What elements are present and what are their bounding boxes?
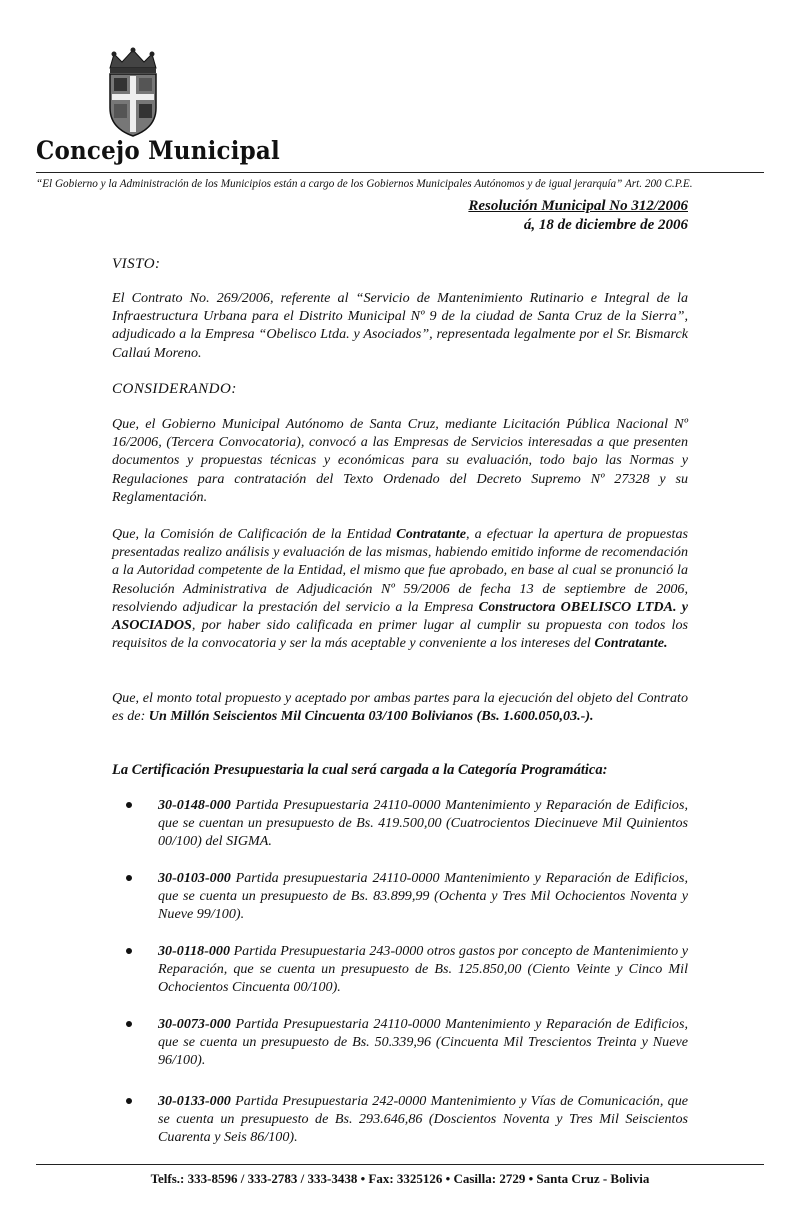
considerando-label: CONSIDERANDO: bbox=[112, 381, 237, 397]
considerando-paragraph-3 bbox=[112, 689, 688, 725]
bullet-icon bbox=[126, 1021, 132, 1027]
p2-text-b: Contratante bbox=[396, 526, 467, 542]
p2-text-c: , a efectuar la apertura de propuestas presentadas realizo análisis y evaluación de las mismas, habiendo emitido informe de recomendación a la Autoridad competente de la Entidad, el mismo que fue aprobado, en base al cual se pronunció la Resolución Administrativa de Adjudicación Nº 59/2006 de fecha 13 de septiembre de 2006, resolviendo adjudicar la prestación del servicio a la Empresa bbox=[112, 526, 688, 615]
municipal-crest-icon bbox=[104, 46, 162, 138]
item-description: Partida Presupuestaria 242-0000 Mantenimiento y Vías de Comunicación, que se cuenta un presupuesto de Bs. 293.646,86 (Doscientos Noventa y Tres Mil Seiscientos Cuarenta y Seis 86/100). bbox=[158, 1093, 688, 1146]
p2-text-a: Que, la Comisión de Calificación de la Entidad bbox=[112, 526, 397, 542]
footer-divider bbox=[36, 1164, 764, 1165]
item-description: Partida Presupuestaria 243-0000 otros gastos por concepto de Mantenimiento y Reparación, que se cuenta un presupuesto de Bs. 125.850,00 (Ciento Veinte y Cinco Mil Ochocientos Cincuenta 00/100). bbox=[158, 943, 688, 996]
p2-text-f: Contratante. bbox=[594, 635, 668, 652]
bullet-icon bbox=[126, 802, 132, 808]
header-divider bbox=[36, 172, 764, 173]
visto-paragraph: El Contrato No. 269/2006, referente al “Servicio de Mantenimiento Rutinario e Integral de la Infraestructura Urbana para el Distrito Municipal Nº 9 de la ciudad de Santa Cruz de la Sierra”, adjudicado a la Empresa “Obelisco Ltda. y Asociados”, representada legalmente por el Sr. Bismarck Callaú Moreno. bbox=[112, 290, 688, 361]
p3-text-a: Que, el monto total propuesto y aceptado por ambas partes para la ejecución del objeto del Contrato es de: bbox=[112, 690, 688, 725]
footer-contact: Telfs.: 333-8596 / 333-2783 / 333-3438 • Fax: 3325126 • Casilla: 2729 • Santa Cruz - Bolivia bbox=[150, 1171, 650, 1186]
item-description: Partida presupuestaria 24110-0000 Mantenimiento y Reparación de Edificios, que se cuenta un presupuesto de Bs. 83.899,99 (Ochenta y Tres Mil Ochocientos Noventa y Nueve 99/100). bbox=[158, 870, 688, 923]
bullet-icon bbox=[126, 875, 132, 881]
p2-text-e: , por haber sido calificada en primer lugar al cumplir su propuesta con todos los requisitos de la convocatoria y ser la más aceptable y conveniente a los intereses del bbox=[112, 617, 688, 652]
list-item-text bbox=[158, 942, 688, 997]
resolution-title: Resolución Municipal No 312/2006 bbox=[468, 198, 688, 214]
p3-text-b: Un Millón Seiscientos Mil Cincuenta 03/100 Bolivianos (Bs. 1.600.050,03.-). bbox=[148, 708, 594, 725]
item-code: 30-0148-000 bbox=[158, 797, 231, 813]
bullet-icon bbox=[126, 1098, 132, 1104]
visto-label: VISTO: bbox=[112, 256, 161, 272]
council-name: Concejo Municipal bbox=[36, 136, 280, 165]
list-item-text bbox=[158, 796, 688, 851]
considerando-paragraph-1: Que, el Gobierno Municipal Autónomo de Santa Cruz, mediante Licitación Pública Nacional Nº 16/2006, (Tercera Convocatoria), convocó a las Empresas de Servicios interesadas a que presenten documentos y propuestas técnicas y económicas para su evaluación, todo bajo las Normas y Regulaciones para contratación del Texto Ordenado del Decreto Supremo Nº 27328 y su Reglamentación. bbox=[112, 416, 688, 505]
item-description: Partida Presupuestaria 24110-0000 Mantenimiento y Reparación de Edificios, que se cuentan un presupuesto de Bs. 419.500,00 (Cuatrocientos Diecinueve Mil Quinientos 00/100) del SIGMA. bbox=[158, 797, 688, 850]
resolution-date: á, 18 de diciembre de 2006 bbox=[523, 217, 688, 233]
item-code: 30-0073-000 bbox=[158, 1016, 231, 1032]
item-code: 30-0118-000 bbox=[158, 943, 231, 959]
bullet-icon bbox=[126, 948, 132, 954]
certification-heading: La Certificación Presupuestaria la cual será cargada a la Categoría Programática: bbox=[112, 762, 608, 778]
list-item-text bbox=[158, 1015, 688, 1070]
item-code: 30-0133-000 bbox=[158, 1093, 231, 1109]
considerando-paragraph-2 bbox=[112, 525, 688, 652]
p2-text-d: Constructora OBELISCO LTDA. y ASOCIADOS bbox=[112, 598, 688, 634]
item-description: Partida Presupuestaria 24110-0000 Mantenimiento y Reparación de Edificios, que se cuenta un presupuesto de Bs. 50.339,96 (Cincuenta Mil Trescientos Treinta y Nueve 96/100). bbox=[158, 1016, 688, 1069]
list-item-text bbox=[158, 869, 688, 924]
list-item-text bbox=[158, 1092, 688, 1147]
motto: “El Gobierno y la Administración de los Municipios están a cargo de los Gobiernos Municipales Autónomos y de igual jerarquía” Art. 200 C.P.E. bbox=[36, 178, 693, 190]
item-code: 30-0103-000 bbox=[158, 870, 231, 886]
